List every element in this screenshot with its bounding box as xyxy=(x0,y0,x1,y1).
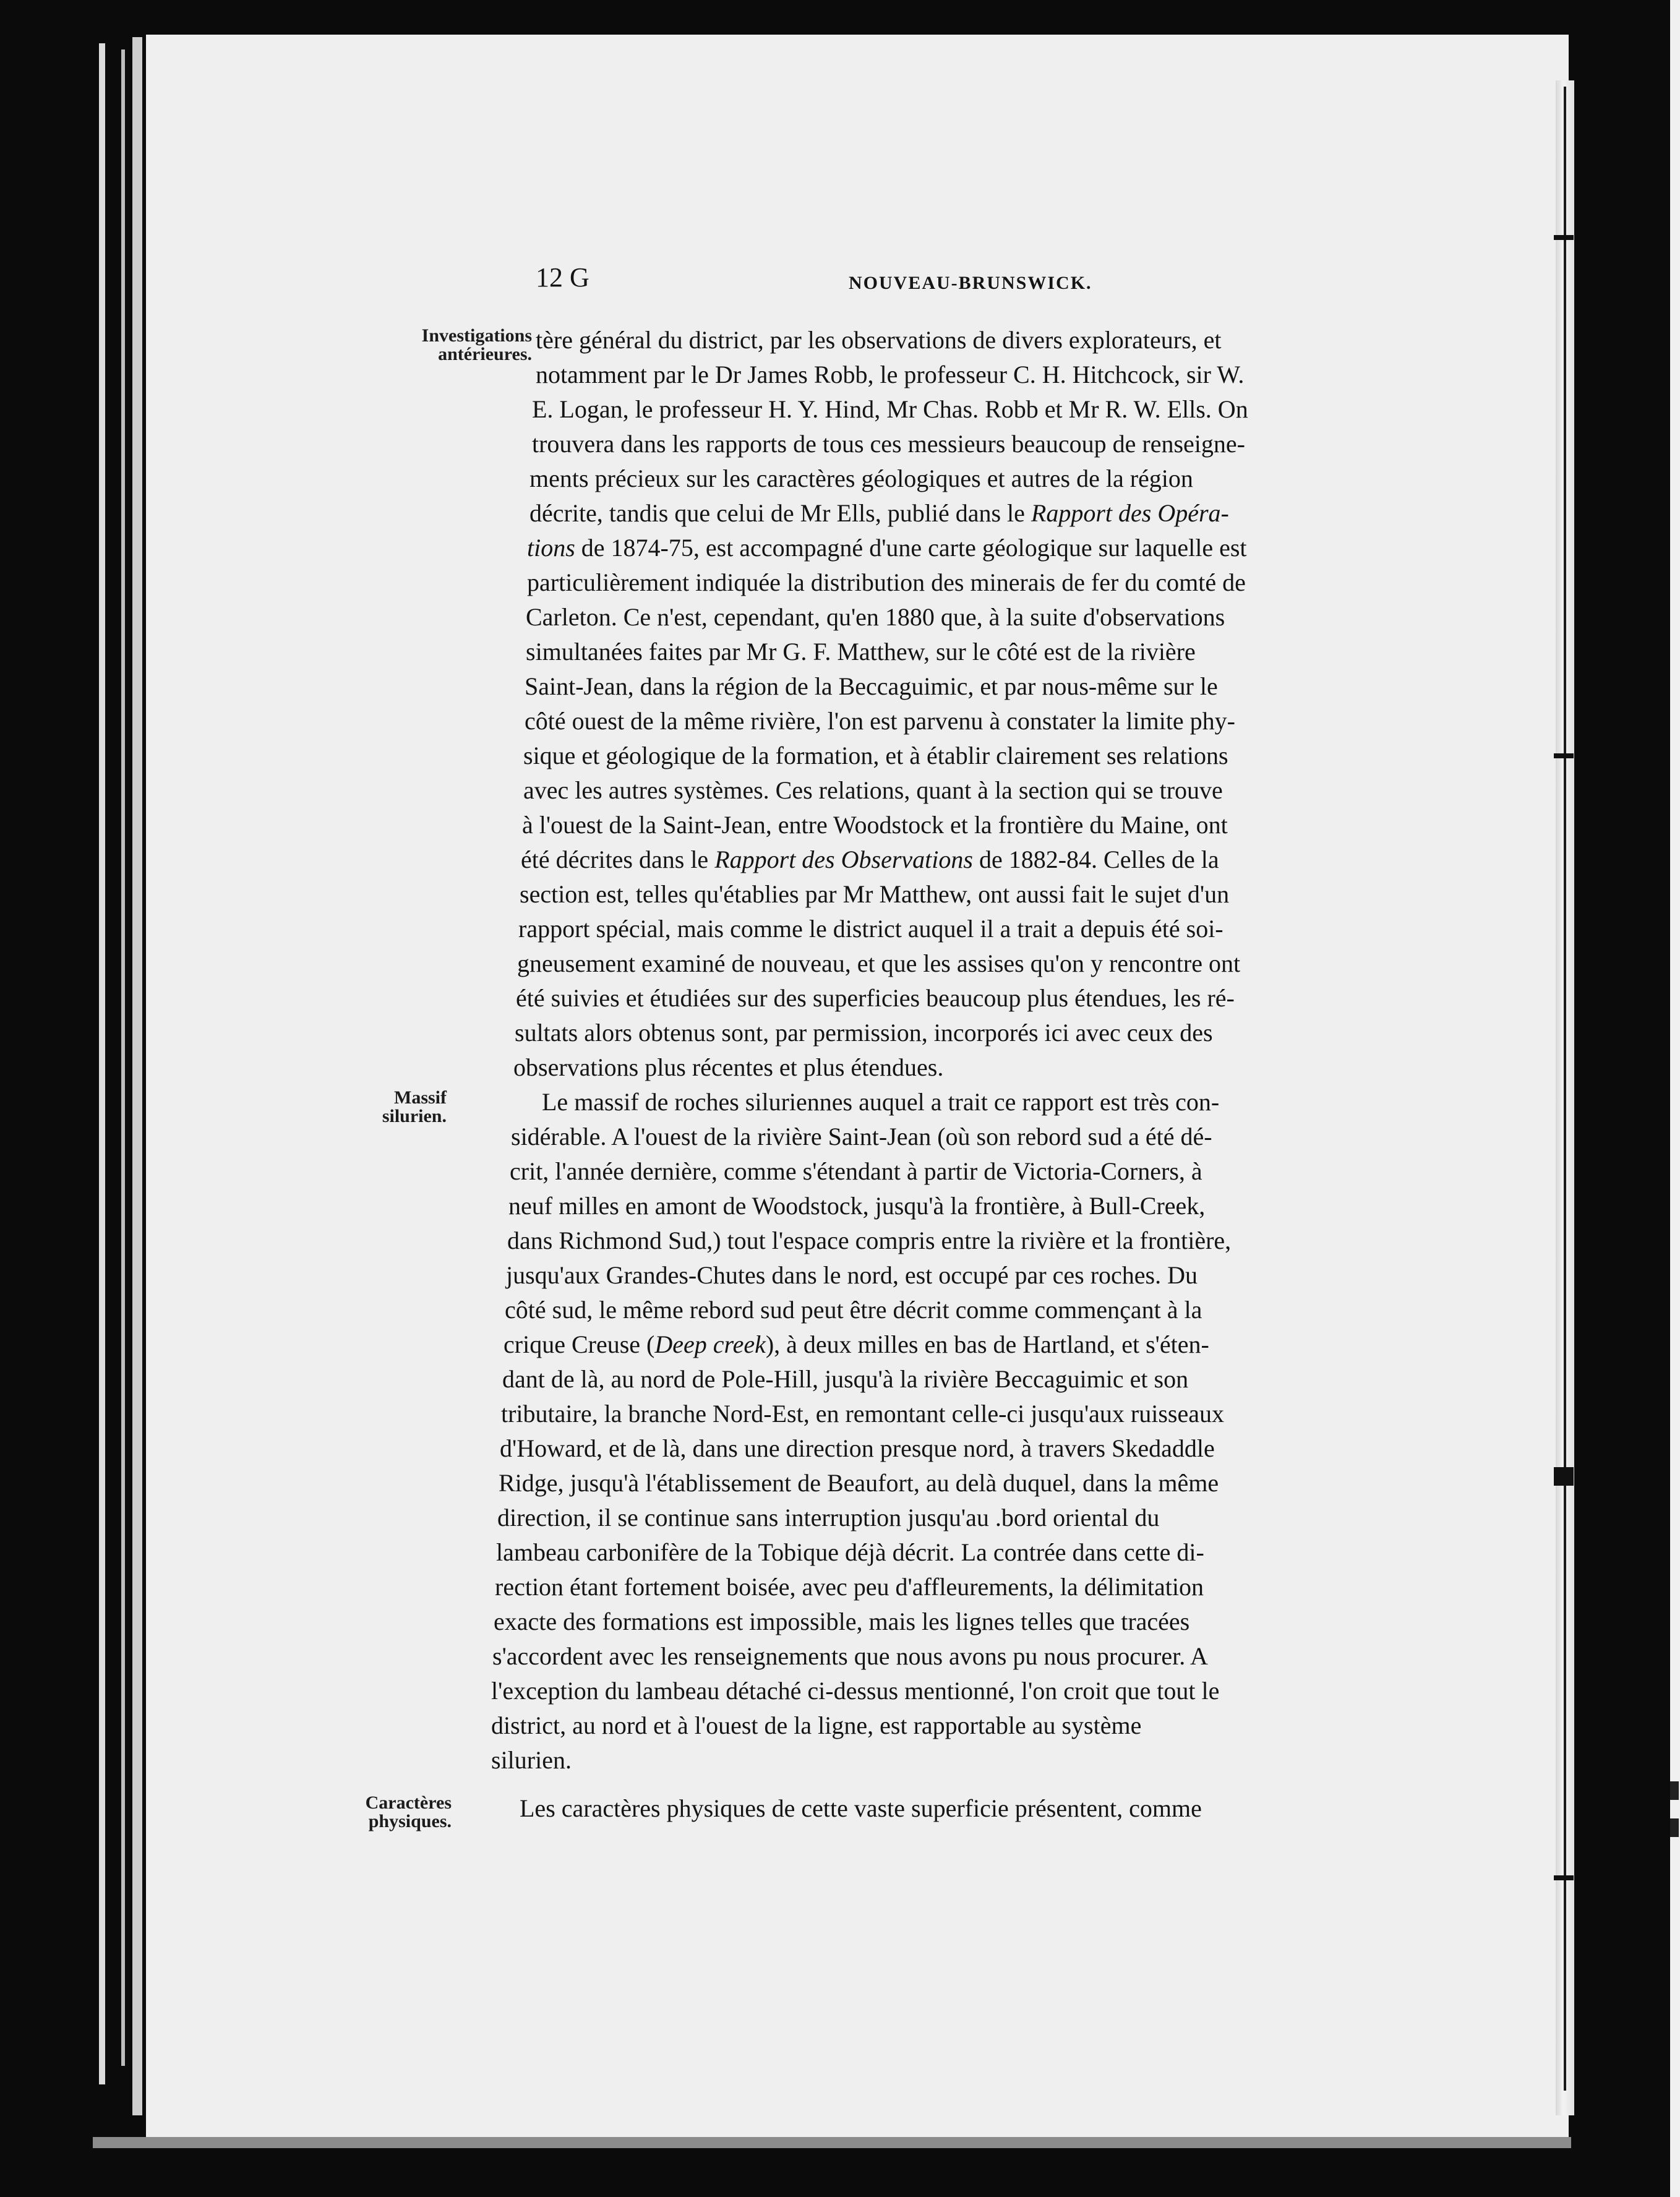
text-line: gneusement examiné de nouveau, et que les assises qu'on y rencontre ont xyxy=(517,949,1241,977)
text-line: E. Logan, le professeur H. Y. Hind, Mr Chas. Robb et Mr R. W. Ells. On xyxy=(532,395,1248,423)
scan-page-edge xyxy=(121,49,125,2066)
text-line: district, au nord et à l'ouest de la ligne, est rapportable au système xyxy=(491,1711,1142,1739)
text-line: observations plus récentes et plus étendues. xyxy=(513,1053,944,1081)
text-line: rapport spécial, mais comme le district auquel il a trait a depuis été soi- xyxy=(518,915,1224,943)
text-line xyxy=(521,845,1219,875)
text-line: dans Richmond Sud,) tout l'espace compris entre la rivière et la frontière, xyxy=(507,1227,1232,1254)
scan-right-edge-mark xyxy=(1670,1818,1679,1837)
scan-page-edge xyxy=(132,37,142,2115)
text-line: d'Howard, et de là, dans une direction presque nord, à travers Skedaddle xyxy=(500,1434,1215,1462)
text-line: direction, il se continue sans interruption jusqu'au .bord oriental du xyxy=(497,1504,1160,1531)
margin-note-massif xyxy=(346,1089,447,1126)
text-segment-italic: Deep creek xyxy=(654,1330,766,1358)
text-line: silurien. xyxy=(491,1746,572,1774)
text-line: Le massif de roches siluriennes auquel a trait ce rapport est très con- xyxy=(542,1088,1220,1116)
scan-right-edge-mark xyxy=(1670,1781,1679,1800)
text-segment: de 1874-75, est accompagné d'une carte géologique sur laquelle est xyxy=(575,534,1247,562)
text-line xyxy=(527,533,1247,563)
text-line xyxy=(529,499,1229,528)
text-segment-italic: Rapport des Observations xyxy=(714,846,973,873)
text-line: tributaire, la branche Nord-Est, en remontant celle-ci jusqu'aux ruisseaux xyxy=(501,1400,1225,1428)
text-line: avec les autres systèmes. Ces relations, quant à la section qui se trouve xyxy=(523,776,1223,804)
text-line: été suivies et étudiées sur des superficies beaucoup plus étendues, les ré- xyxy=(516,984,1235,1012)
text-line: Saint-Jean, dans la région de la Beccaguimic, et par nous-même sur le xyxy=(525,672,1218,700)
text-line: s'accordent avec les renseignements que nous avons pu nous procurer. A xyxy=(492,1642,1208,1670)
margin-note-investigations xyxy=(365,327,532,364)
text-segment-italic: Rapport des Opéra- xyxy=(1031,499,1229,527)
text-segment: crique Creuse ( xyxy=(504,1330,655,1358)
scan-page-edge xyxy=(99,43,105,2084)
text-line: côté sud, le même rebord sud peut être décrit comme commençant à la xyxy=(505,1296,1202,1324)
scan-page-edge xyxy=(93,2137,1571,2148)
text-line: particulièrement indiquée la distribution des minerais de fer du comté de xyxy=(527,568,1246,596)
text-line: rection étant fortement boisée, avec peu d'affleurements, la délimitation xyxy=(495,1573,1204,1601)
text-segment: décrite, tandis que celui de Mr Ells, publié dans le xyxy=(529,499,1031,527)
text-line: Ridge, jusqu'à l'établissement de Beaufort, au delà duquel, dans la même xyxy=(499,1469,1219,1497)
text-line: sique et géologique de la formation, et à établir clairement ses relations xyxy=(523,742,1228,769)
text-line: notamment par le Dr James Robb, le professeur C. H. Hitchcock, sir W. xyxy=(536,361,1245,388)
running-head: NOUVEAU-BRUNSWICK. xyxy=(849,273,1092,293)
page-header xyxy=(536,262,1278,299)
margin-note-line: Caractères xyxy=(365,1792,452,1813)
text-line: crit, l'année dernière, comme s'étendant à partir de Victoria-Corners, à xyxy=(510,1157,1202,1185)
text-line xyxy=(504,1330,1209,1360)
spine-mark xyxy=(1554,1875,1574,1880)
text-line: sidérable. A l'ouest de la rivière Saint-Jean (où son rebord sud a été dé- xyxy=(511,1123,1212,1150)
text-line: ments précieux sur les caractères géologiques et autres de la région xyxy=(529,465,1193,492)
text-line: lambeau carbonifère de la Tobique déjà décrit. La contrée dans cette di- xyxy=(496,1538,1204,1566)
text-segment: été décrites dans le xyxy=(521,846,715,873)
text-segment-italic: tions xyxy=(527,534,575,562)
text-line: tère général du district, par les observations de divers explorateurs, et xyxy=(536,326,1222,354)
text-line: Carleton. Ce n'est, cependant, qu'en 1880 que, à la suite d'observations xyxy=(526,603,1225,631)
margin-note-line: Massif xyxy=(394,1087,447,1108)
margin-note-line: Investigations xyxy=(421,325,532,346)
text-line: section est, telles qu'établies par Mr Matthew, ont aussi fait le sujet d'un xyxy=(520,880,1230,908)
text-line: l'exception du lambeau détaché ci-dessus mentionné, l'on croit que tout le xyxy=(491,1677,1220,1705)
margin-note-caracteres xyxy=(322,1794,452,1831)
text-line: trouvera dans les rapports de tous ces messieurs beaucoup de renseigne- xyxy=(532,430,1245,458)
page-number: 12 G xyxy=(536,262,589,293)
text-line: simultanées faites par Mr G. F. Matthew, sur le côté est de la rivière xyxy=(526,638,1196,666)
margin-note-line: antérieures. xyxy=(438,344,532,364)
text-line: à l'ouest de la Saint-Jean, entre Woodstock et la frontière du Maine, ont xyxy=(522,811,1228,839)
text-line: sultats alors obtenus sont, par permission, incorporés ici avec ceux des xyxy=(515,1019,1213,1047)
text-line: côté ouest de la même rivière, l'on est parvenu à constater la limite phy- xyxy=(525,707,1236,735)
spine-mark xyxy=(1554,235,1574,240)
book-spine-line xyxy=(1564,87,1566,2091)
text-line: Les caractères physiques de cette vaste superficie présentent, comme xyxy=(520,1794,1202,1822)
text-segment: ), à deux milles en bas de Hartland, et s'éten- xyxy=(765,1330,1209,1358)
text-line: exacte des formations est impossible, mais les lignes telles que tracées xyxy=(494,1608,1190,1635)
scan-right-edge xyxy=(1670,0,1680,2197)
text-segment: de 1882-84. Celles de la xyxy=(972,846,1219,873)
text-line: neuf milles en amont de Woodstock, jusqu'à la frontière, à Bull-Creek, xyxy=(508,1192,1206,1220)
text-line: dant de là, au nord de Pole-Hill, jusqu'à la rivière Beccaguimic et son xyxy=(502,1365,1189,1393)
spine-mark xyxy=(1554,1467,1574,1486)
text-line: jusqu'aux Grandes-Chutes dans le nord, est occupé par ces roches. Du xyxy=(506,1261,1198,1289)
spine-mark xyxy=(1554,753,1574,758)
margin-note-line: physiques. xyxy=(368,1811,452,1831)
margin-note-line: silurien. xyxy=(382,1106,447,1126)
